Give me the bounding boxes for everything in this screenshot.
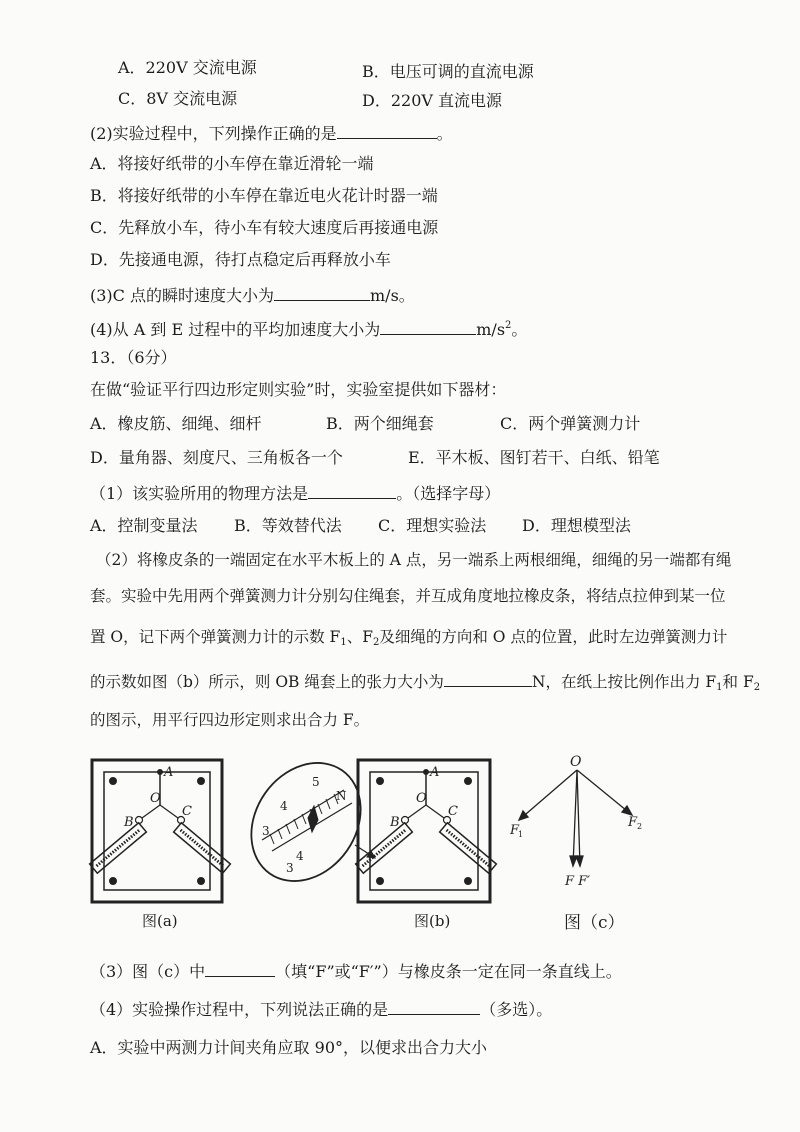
- q13-part4-option-a: A．实验中两测力计间夹角应取 90°，以便求出合力大小: [90, 1038, 488, 1057]
- dial-label-3b: 3: [286, 861, 294, 875]
- fig-a-label-B: B: [124, 815, 134, 830]
- q13-part4: （4）实验操作过程中，下列说法正确的是 （多选）。: [90, 1000, 553, 1019]
- fig-a-label-A: A: [164, 765, 174, 780]
- fig-b-label-C: C: [448, 804, 458, 819]
- fig-c-caption: 图（c）: [564, 913, 625, 933]
- q12-part2-option-b: B．将接好纸带的小车停在靠近电火花计时器一端: [90, 186, 438, 205]
- spring-scale-magnifier: [229, 742, 383, 903]
- q13-part1-option-b: B．等效替代法: [234, 516, 342, 535]
- q12-part2-option-a: A．将接好纸带的小车停在靠近滑轮一端: [90, 154, 374, 173]
- q13-part2-line3: 置 O，记下两个弹簧测力计的示数 $F_1$、$F_2$及细绳的方向和 O 点的位置，此时左边弹簧测力计: [90, 628, 728, 648]
- q13-part3: （3）图（c）中 （填“F”或“F′”）与橡皮条一定在同一条直线上。: [90, 962, 622, 981]
- q13-material-b: B．两个细绳套: [326, 414, 434, 433]
- q13-part2-line1: （2）将橡皮条的一端固定在水平木板上的 A 点，另一端系上两根细绳，细绳的另一端都有绳: [96, 551, 732, 569]
- fig-b-caption: 图(b): [414, 912, 451, 930]
- dial-label-4b: 4: [296, 849, 304, 863]
- q13-part1: （1）该实验所用的物理方法是 。（选择字母）: [90, 484, 501, 503]
- figure-b: [356, 760, 497, 902]
- fig-b-label-B: B: [390, 815, 400, 830]
- answer-blank[interactable]: [388, 998, 480, 1015]
- q12-part2-option-c: C．先释放小车，待小车有较大速度后再接通电源: [90, 218, 439, 237]
- q13-part1-option-a: A．控制变量法: [90, 516, 198, 535]
- q13-intro: 在做“验证平行四边形定则实验”时，实验室提供如下器材：: [90, 380, 507, 399]
- dial-label-5: 5: [312, 775, 320, 789]
- figure-c: [519, 770, 632, 866]
- fig-b-label-A: A: [430, 765, 440, 780]
- q12-option-c: C．8V 交流电源: [118, 89, 238, 108]
- dial-label-N: N: [336, 789, 347, 803]
- q13-header: 13．（6分）: [90, 348, 177, 367]
- q12-option-d: D．220V 直流电源: [362, 91, 503, 110]
- q13-material-c: C．两个弹簧测力计: [500, 414, 641, 433]
- q13-material-e: E．平木板、图钉若干、白纸、铅笔: [408, 448, 660, 467]
- q12-option-a: A．220V 交流电源: [118, 58, 257, 77]
- q12-part3: (3)C 点的瞬时速度大小为 m/s。: [90, 286, 415, 305]
- q12-option-b: B．电压可调的直流电源: [362, 62, 534, 81]
- fig-a-label-C: C: [182, 804, 192, 819]
- q13-part2-line2: 套。实验中先用两个弹簧测力计分别勾住绳套，并互成角度地拉橡皮条，将结点拉伸到某一位: [90, 587, 726, 605]
- q13-part2-line4: 的示数如图（b）所示，则 OB 绳套上的张力大小为 N，在纸上按比例作出力 $F_1$和 $F_2$: [90, 670, 760, 698]
- q13-part2-line5: 的图示，用平行四边形定则求出合力 F。: [90, 711, 370, 729]
- fig-a-label-O: O: [150, 791, 161, 806]
- fig-c-label-F: F F′: [565, 874, 591, 889]
- figure-a: [90, 760, 231, 902]
- fig-a-caption: 图(a): [142, 912, 178, 930]
- q12-part2-option-d: D．先接通电源，待打点稳定后再释放小车: [90, 250, 391, 269]
- q13-material-a: A．橡皮筋、细绳、细杆: [90, 414, 262, 433]
- fig-c-label-F2: F: [628, 815, 638, 830]
- q12-part2-stem: (2)实验过程中，下列操作正确的是 。: [90, 124, 453, 143]
- dial-label-3: 3: [262, 824, 270, 838]
- dial-label-4: 4: [280, 799, 288, 813]
- fig-b-label-O: O: [416, 791, 427, 806]
- q13-part1-option-c: C．理想实验法: [378, 516, 487, 535]
- q12-part4: (4)从 A 到 E 过程中的平均加速度大小为 $m/s^2$。: [90, 320, 528, 339]
- fig-c-sub-2: 2: [637, 822, 643, 831]
- q13-material-d: D．量角器、刻度尺、三角板各一个: [90, 448, 343, 467]
- answer-blank[interactable]: [205, 960, 275, 977]
- fig-c-label-O: O: [570, 754, 582, 770]
- fig-c-sub-1: 1: [518, 830, 524, 839]
- fig-c-label-F1: F: [510, 823, 520, 838]
- q13-part1-option-d: D．理想模型法: [522, 516, 631, 535]
